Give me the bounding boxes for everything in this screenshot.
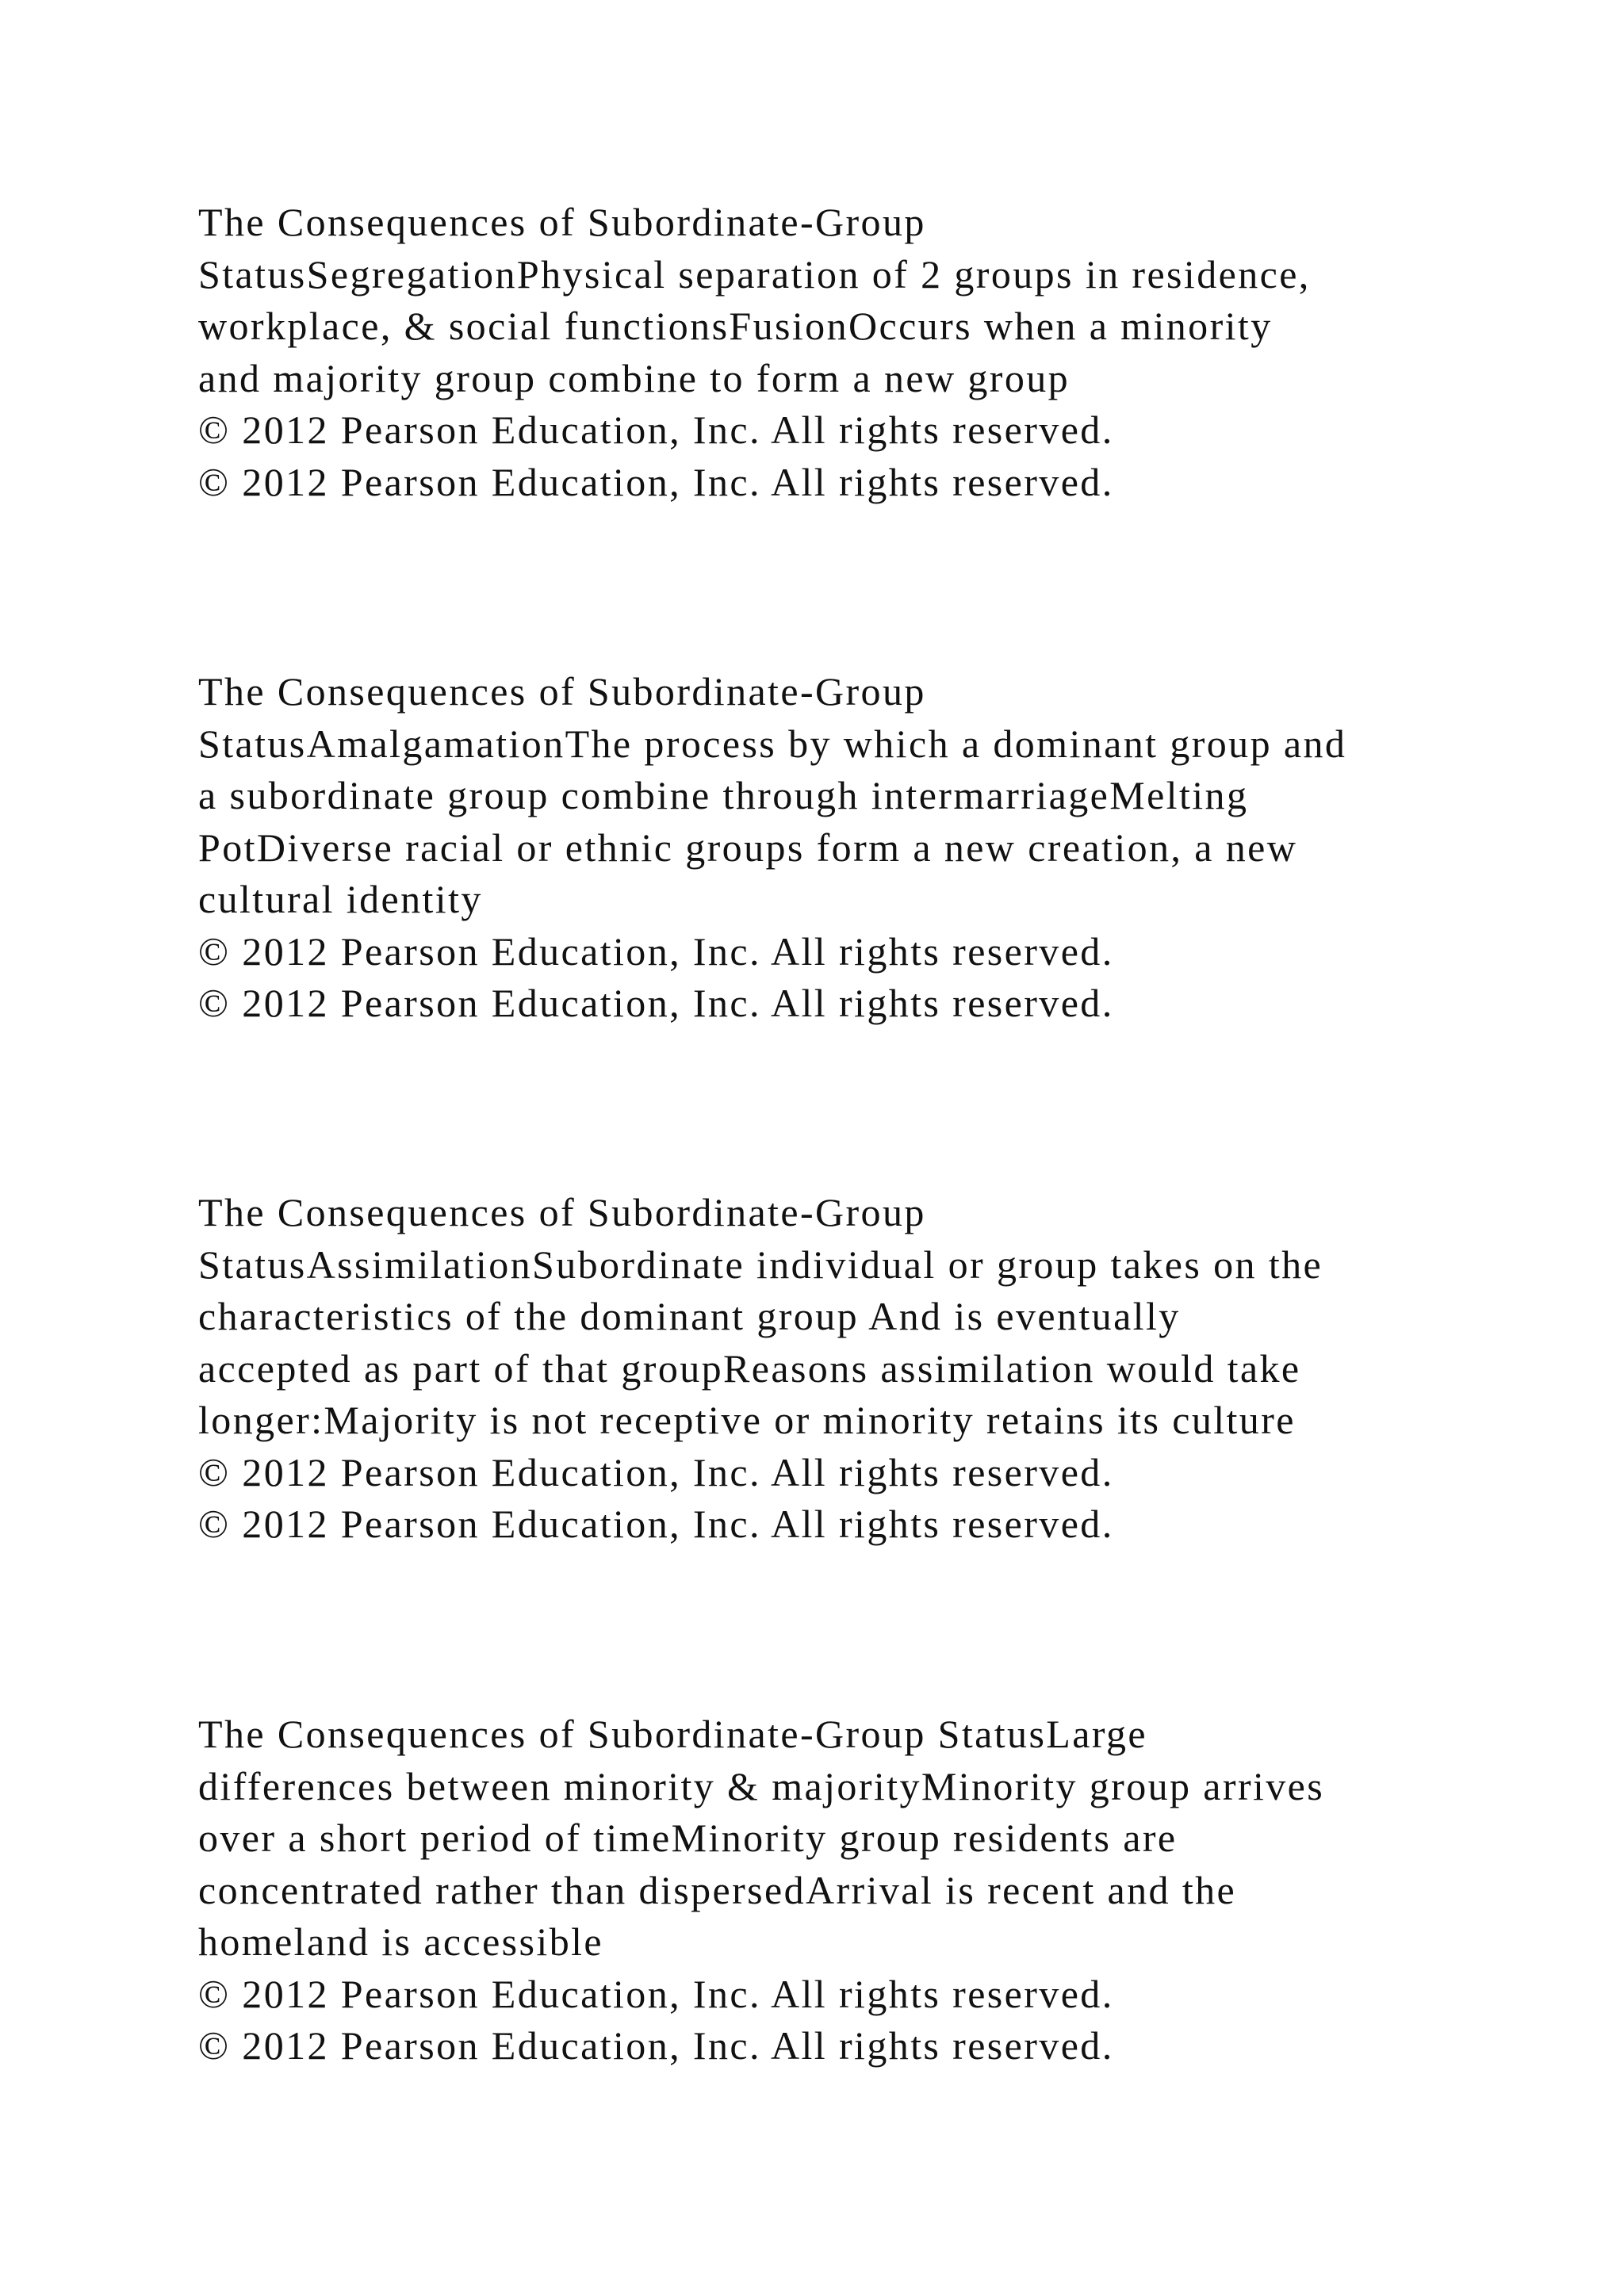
copyright-line: © 2012 Pearson Education, Inc. All rights reserved. <box>198 1971 1114 2016</box>
section-text-line: longer:Majority is not receptive or minority retains its culture <box>198 1398 1296 1442</box>
section-amalgamation <box>198 666 1483 1030</box>
copyright-line: © 2012 Pearson Education, Inc. All rights reserved. <box>198 459 1114 504</box>
copyright-line: © 2012 Pearson Education, Inc. All rights reserved. <box>198 1449 1114 1494</box>
section-text-line: The Consequences of Subordinate-Group <box>198 669 926 714</box>
section-text-line: The Consequences of Subordinate-Group <box>198 200 926 244</box>
section-text-line: StatusSegregationPhysical separation of 2 groups in residence, <box>198 251 1311 297</box>
section-text-line: a subordinate group combine through intermarriageMelting <box>198 773 1249 817</box>
section-text-line: concentrated rather than dispersedArrival is recent and the <box>198 1867 1237 1912</box>
section-text-line: homeland is accessible <box>198 1919 603 1964</box>
section-text-line: and majority group combine to form a new group <box>198 355 1071 400</box>
section-text-line: differences between minority & majorityMinority group arrives <box>198 1763 1325 1808</box>
copyright-line: © 2012 Pearson Education, Inc. All rights reserved. <box>198 408 1114 452</box>
section-text-line: The Consequences of Subordinate-Group StatusLarge <box>198 1712 1147 1756</box>
section-assimilation <box>198 1187 1483 1551</box>
section-text-line: PotDiverse racial or ethnic groups form a new creation, a new <box>198 825 1298 870</box>
copyright-line: © 2012 Pearson Education, Inc. All rights reserved. <box>198 2023 1114 2068</box>
section-text-line: over a short period of timeMinority group residents are <box>198 1816 1178 1860</box>
copyright-line: © 2012 Pearson Education, Inc. All rights reserved. <box>198 1502 1114 1546</box>
section-text-line: cultural identity <box>198 877 483 921</box>
section-text-line: workplace, & social functionsFusionOccurs when a minority <box>198 304 1273 348</box>
section-text-line: The Consequences of Subordinate-Group <box>198 1190 926 1234</box>
section-segregation-fusion <box>198 197 1483 508</box>
copyright-line: © 2012 Pearson Education, Inc. All rights reserved. <box>198 981 1114 1025</box>
section-text-line: characteristics of the dominant group And is eventually <box>198 1294 1181 1338</box>
section-text-line: StatusAmalgamationThe process by which a dominant group and <box>198 721 1347 766</box>
copyright-line: © 2012 Pearson Education, Inc. All rights reserved. <box>198 928 1114 974</box>
section-text-line: accepted as part of that groupReasons assimilation would take <box>198 1345 1301 1391</box>
section-text-line: StatusAssimilationSubordinate individual or group takes on the <box>198 1242 1323 1287</box>
section-large-differences <box>198 1709 1483 2072</box>
